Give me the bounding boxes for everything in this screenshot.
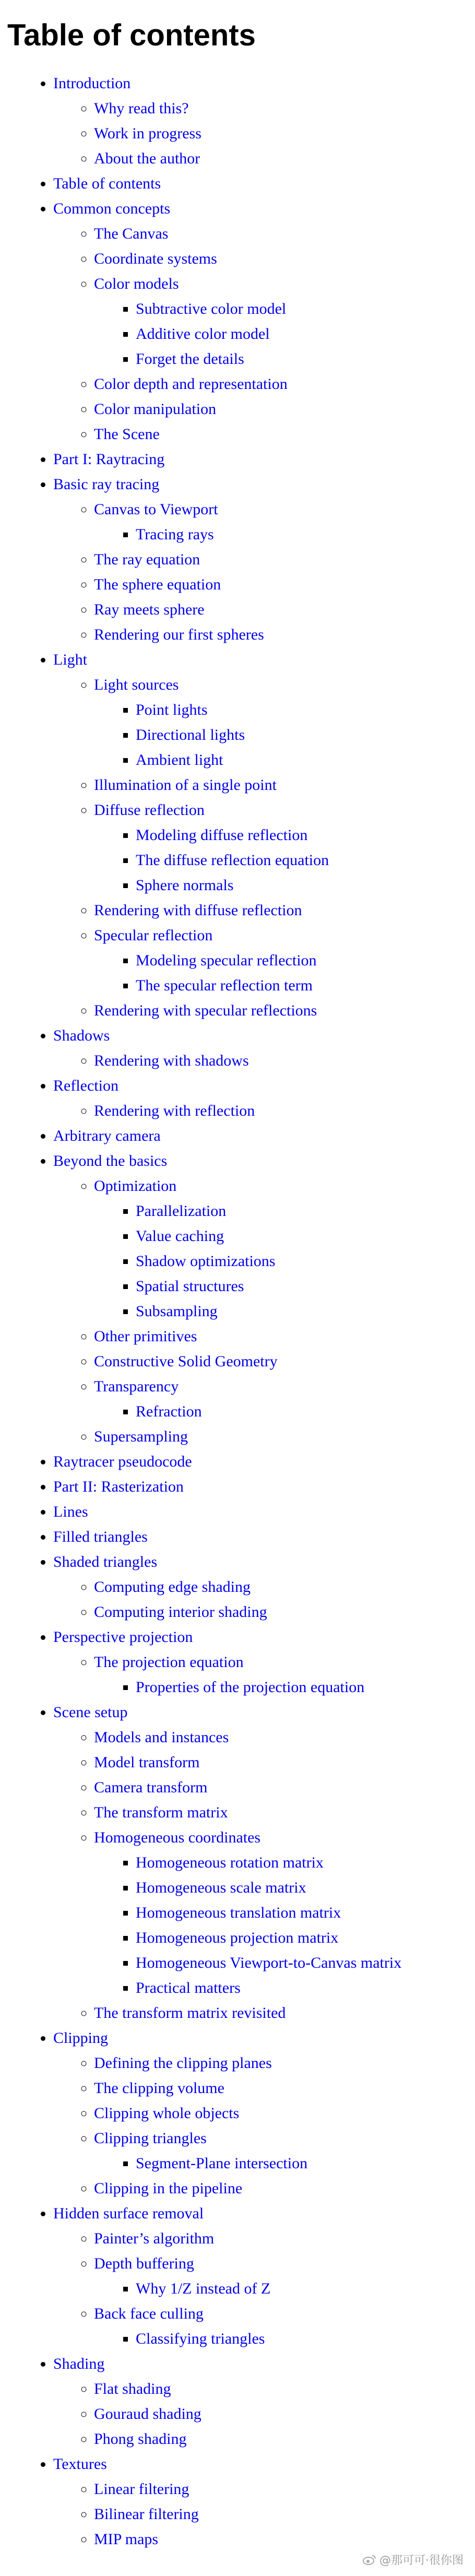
toc-sublist-level-3: [94, 1199, 475, 1324]
toc-link[interactable]: Phong shading: [94, 2430, 187, 2448]
toc-link[interactable]: The transform matrix revisited: [94, 2004, 286, 2022]
toc-link[interactable]: The Canvas: [94, 225, 169, 242]
toc-link[interactable]: Subtractive color model: [136, 300, 287, 317]
toc-item-level-2: [94, 798, 475, 898]
toc-link[interactable]: Computing edge shading: [94, 1578, 251, 1596]
weibo-icon: [363, 2554, 376, 2566]
toc-item-level-2: [94, 597, 475, 622]
toc-item-level-2: [94, 497, 475, 547]
toc-list: [7, 71, 475, 2552]
toc-link[interactable]: Rendering with shadows: [94, 1052, 249, 1069]
toc-item-level-2: [94, 773, 475, 798]
toc-link[interactable]: Clipping: [53, 2029, 109, 2047]
toc-link[interactable]: Scene setup: [53, 1704, 128, 1721]
toc-item-level-2: [94, 1048, 475, 1073]
toc-link[interactable]: Homogeneous Viewport-to-Canvas matrix: [136, 1954, 402, 1971]
toc-link[interactable]: Table of contents: [53, 175, 161, 192]
toc-link[interactable]: Lines: [53, 1503, 88, 1520]
toc-item-level-2: [94, 372, 475, 397]
toc-link[interactable]: Why 1/Z instead of Z: [136, 2280, 271, 2297]
toc-link[interactable]: Directional lights: [136, 726, 245, 743]
toc-item-level-1: [53, 1625, 475, 1700]
toc-link[interactable]: Modeling diffuse reflection: [136, 826, 308, 844]
toc-link[interactable]: Shadow optimizations: [136, 1252, 276, 1270]
toc-item-level-2: [94, 1650, 475, 1700]
toc-link[interactable]: Shadows: [53, 1027, 110, 1044]
toc-item-level-2: [94, 2176, 475, 2201]
toc-item-level-3: [136, 1951, 475, 1976]
toc-item-level-2: [94, 2377, 475, 2402]
toc-item-level-2: [94, 572, 475, 597]
toc-item-level-1: [53, 1550, 475, 1625]
toc-sublist-level-3: [94, 297, 475, 372]
toc-link[interactable]: Light sources: [94, 676, 179, 693]
toc-link[interactable]: Common concepts: [53, 200, 171, 217]
toc-item-level-3: [136, 1875, 475, 1900]
toc-link[interactable]: Homogeneous translation matrix: [136, 1904, 341, 1921]
toc-sublist-level-2: [53, 96, 475, 171]
toc-item-level-3: [136, 522, 475, 547]
toc-sublist-level-2: [53, 1048, 475, 1073]
toc-item-level-2: [94, 2502, 475, 2527]
toc-item-level-1: [53, 447, 475, 472]
toc-sublist-level-2: [53, 2051, 475, 2201]
toc-item-level-2: [94, 246, 475, 271]
toc-item-level-2: [94, 1825, 475, 2001]
toc-sublist-level-2: [53, 2226, 475, 2352]
toc-item-level-1: [53, 1700, 475, 2026]
toc-link[interactable]: Rendering with reflection: [94, 1102, 255, 1119]
toc-item-level-2: [94, 622, 475, 647]
toc-item-level-3: [136, 948, 475, 973]
toc-item-level-2: [94, 547, 475, 572]
toc-item-level-2: [94, 2427, 475, 2452]
toc-item-level-3: [136, 723, 475, 748]
toc-item-level-3: [136, 347, 475, 372]
toc-link[interactable]: Forget the details: [136, 350, 244, 368]
toc-link[interactable]: Work in progress: [94, 125, 201, 142]
toc-link[interactable]: Tracing rays: [136, 526, 214, 543]
toc-item-level-2: [94, 1174, 475, 1324]
toc-link[interactable]: Color depth and representation: [94, 375, 288, 393]
watermark: [363, 2551, 464, 2568]
toc-item-level-3: [136, 1199, 475, 1224]
toc-item-level-2: [94, 1098, 475, 1124]
toc-item-level-2: [94, 1600, 475, 1625]
toc-link[interactable]: Defining the clipping planes: [94, 2054, 272, 2072]
toc-link[interactable]: Point lights: [136, 701, 208, 718]
toc-item-level-3: [136, 297, 475, 322]
toc-sublist-level-3: [94, 1399, 475, 1424]
toc-link[interactable]: Beyond the basics: [53, 1152, 168, 1169]
toc-sublist-level-3: [94, 2326, 475, 2352]
toc-link[interactable]: Shaded triangles: [53, 1553, 158, 1570]
toc-item-level-2: [94, 1324, 475, 1349]
toc-item-level-3: [136, 748, 475, 773]
toc-item-level-1: [53, 1499, 475, 1525]
toc-link[interactable]: Computing interior shading: [94, 1603, 267, 1621]
toc-link[interactable]: Segment-Plane intersection: [136, 2155, 308, 2172]
toc-item-level-3: [136, 1399, 475, 1424]
toc-link[interactable]: Camera transform: [94, 1779, 208, 1796]
toc-item-level-1: [53, 2026, 475, 2201]
toc-link[interactable]: About the author: [94, 150, 200, 167]
toc-item-level-1: [53, 71, 475, 171]
toc-link[interactable]: Filled triangles: [53, 1528, 148, 1545]
toc-link[interactable]: Other primitives: [94, 1328, 197, 1345]
toc-link[interactable]: Diffuse reflection: [94, 801, 205, 819]
toc-item-level-1: [53, 1449, 475, 1474]
toc-item-level-2: [94, 422, 475, 447]
toc-item-level-3: [136, 1249, 475, 1274]
toc-link[interactable]: Optimization: [94, 1177, 177, 1195]
toc-sublist-level-3: [94, 2276, 475, 2301]
toc-link[interactable]: Rendering with specular reflections: [94, 1002, 317, 1019]
toc-item-level-2: [94, 2001, 475, 2026]
toc-link[interactable]: Color manipulation: [94, 400, 217, 418]
toc-item-level-2: [94, 1800, 475, 1825]
toc-item-level-2: [94, 1575, 475, 1600]
toc-item-level-2: [94, 1750, 475, 1775]
watermark-text: @那可可·很你图: [379, 2554, 464, 2567]
toc-link[interactable]: The specular reflection term: [136, 977, 313, 994]
toc-item-level-3: [136, 873, 475, 898]
toc-link[interactable]: Back face culling: [94, 2305, 204, 2322]
toc-item-level-1: [53, 1023, 475, 1073]
toc-sublist-level-2: [53, 1098, 475, 1124]
toc-link[interactable]: Homogeneous rotation matrix: [136, 1854, 324, 1871]
toc-link[interactable]: Coordinate systems: [94, 250, 217, 267]
toc-link[interactable]: Arbitrary camera: [53, 1127, 161, 1144]
toc-link[interactable]: Parallelization: [136, 1202, 227, 1220]
toc-link[interactable]: The ray equation: [94, 551, 200, 568]
toc-item-level-2: [94, 1424, 475, 1449]
toc-sublist-level-3: [94, 1675, 475, 1700]
toc-sublist-level-3: [94, 2151, 475, 2176]
toc-link[interactable]: Refraction: [136, 1403, 202, 1420]
toc-link[interactable]: Part I: Raytracing: [53, 451, 165, 468]
toc-link[interactable]: Painter’s algorithm: [94, 2230, 215, 2247]
toc-link[interactable]: Modeling specular reflection: [136, 952, 317, 969]
toc-link[interactable]: Clipping whole objects: [94, 2105, 240, 2122]
toc-item-level-3: [136, 1976, 475, 2001]
toc-sublist-level-2: [53, 1725, 475, 2026]
toc-sublist-level-3: [94, 698, 475, 773]
toc-item-level-2: [94, 672, 475, 773]
toc-link[interactable]: Introduction: [53, 75, 131, 92]
toc-item-level-2: [94, 221, 475, 246]
toc-item-level-3: [136, 2151, 475, 2176]
toc-link[interactable]: Supersampling: [94, 1428, 188, 1445]
toc-sublist-level-2: [53, 2477, 475, 2552]
toc-item-level-2: [94, 2527, 475, 2552]
toc-link[interactable]: Subsampling: [136, 1303, 218, 1320]
toc-link[interactable]: Ray meets sphere: [94, 601, 205, 618]
toc-link[interactable]: Models and instances: [94, 1729, 229, 1746]
toc-link[interactable]: Color models: [94, 275, 179, 292]
toc-item-level-1: [53, 1149, 475, 1449]
toc-item-level-1: [53, 171, 475, 196]
toc-sublist-level-3: [94, 1850, 475, 2001]
toc-link[interactable]: Homogeneous scale matrix: [136, 1879, 306, 1896]
toc-link[interactable]: The transform matrix: [94, 1804, 228, 1821]
toc-link[interactable]: Illumination of a single point: [94, 776, 277, 794]
toc-sublist-level-2: [53, 2377, 475, 2452]
toc-link[interactable]: Model transform: [94, 1754, 200, 1771]
toc-item-level-2: [94, 2402, 475, 2427]
toc-link[interactable]: Transparency: [94, 1378, 179, 1395]
toc-link[interactable]: MIP maps: [94, 2531, 159, 2548]
toc-sublist-level-2: [53, 672, 475, 1023]
toc-item-level-2: [94, 2051, 475, 2076]
toc-link[interactable]: The diffuse reflection equation: [136, 852, 329, 869]
toc-link[interactable]: Linear filtering: [94, 2480, 189, 2498]
toc-link[interactable]: Rendering with diffuse reflection: [94, 902, 302, 919]
toc-link[interactable]: Bilinear filtering: [94, 2506, 199, 2523]
toc-link[interactable]: Perspective projection: [53, 1628, 193, 1646]
toc-link[interactable]: Classifying triangles: [136, 2330, 265, 2347]
toc-link[interactable]: Ambient light: [136, 751, 223, 769]
toc-item-level-1: [53, 1073, 475, 1124]
toc-link[interactable]: Spatial structures: [136, 1278, 244, 1295]
toc-item-level-1: [53, 2452, 475, 2552]
toc-link[interactable]: Properties of the projection equation: [136, 1679, 365, 1696]
toc-link[interactable]: The sphere equation: [94, 576, 221, 593]
toc-item-level-1: [53, 647, 475, 1023]
toc-sublist-level-2: [53, 221, 475, 447]
toc-item-level-2: [94, 271, 475, 372]
toc-item-level-2: [94, 998, 475, 1023]
toc-item-level-2: [94, 1349, 475, 1374]
toc-sublist-level-2: [53, 497, 475, 647]
toc-item-level-3: [136, 1900, 475, 1925]
toc-item-level-3: [136, 973, 475, 998]
toc-link[interactable]: Canvas to Viewport: [94, 501, 218, 518]
toc-link[interactable]: Value caching: [136, 1227, 224, 1245]
toc-link[interactable]: Shading: [53, 2355, 105, 2372]
toc-item-level-2: [94, 2477, 475, 2502]
toc-item-level-1: [53, 472, 475, 647]
toc-sublist-level-3: [94, 948, 475, 998]
toc-item-level-2: [94, 1725, 475, 1750]
toc-link[interactable]: Specular reflection: [94, 927, 213, 944]
toc-item-level-3: [136, 322, 475, 347]
toc-link[interactable]: Constructive Solid Geometry: [94, 1353, 278, 1370]
toc-item-level-2: [94, 2101, 475, 2126]
toc-item-level-2: [94, 2126, 475, 2176]
toc-link[interactable]: Depth buffering: [94, 2255, 194, 2272]
toc-item-level-3: [136, 1274, 475, 1299]
toc-item-level-2: [94, 121, 475, 146]
toc-link[interactable]: Homogeneous coordinates: [94, 1829, 261, 1846]
toc-link[interactable]: Homogeneous projection matrix: [136, 1929, 339, 1946]
toc-item-level-2: [94, 1775, 475, 1800]
toc-link[interactable]: Rendering our first spheres: [94, 626, 264, 643]
toc-link[interactable]: Raytracer pseudocode: [53, 1453, 192, 1470]
toc-item-level-3: [136, 1224, 475, 1249]
toc-item-level-2: [94, 1374, 475, 1424]
toc-link[interactable]: Gouraud shading: [94, 2405, 201, 2423]
toc-link[interactable]: Why read this?: [94, 100, 189, 117]
toc-item-level-1: [53, 2201, 475, 2352]
toc-sublist-level-3: [94, 823, 475, 898]
toc-item-level-1: [53, 2352, 475, 2452]
toc-link[interactable]: Additive color model: [136, 325, 270, 342]
page-title: Table of contents: [7, 18, 256, 52]
toc-item-level-2: [94, 397, 475, 422]
toc-item-level-3: [136, 1850, 475, 1875]
toc-item-level-2: [94, 2301, 475, 2352]
toc-item-level-3: [136, 2326, 475, 2352]
toc-link[interactable]: Sphere normals: [136, 877, 234, 894]
toc-item-level-2: [94, 2076, 475, 2101]
toc-sublist-level-2: [53, 1174, 475, 1449]
toc-item-level-1: [53, 1474, 475, 1499]
toc-link[interactable]: The projection equation: [94, 1653, 244, 1671]
toc-link[interactable]: Basic ray tracing: [53, 476, 160, 493]
toc-link[interactable]: Part II: Rasterization: [53, 1478, 184, 1495]
toc-item-level-3: [136, 848, 475, 873]
toc-sublist-level-2: [53, 1575, 475, 1625]
toc-item-level-3: [136, 698, 475, 723]
toc-link[interactable]: Clipping in the pipeline: [94, 2180, 243, 2197]
toc-sublist-level-3: [94, 522, 475, 547]
toc-link[interactable]: Flat shading: [94, 2380, 171, 2397]
toc-item-level-2: [94, 146, 475, 171]
toc-link[interactable]: Hidden surface removal: [53, 2205, 204, 2222]
toc-link[interactable]: The clipping volume: [94, 2079, 224, 2097]
toc-item-level-3: [136, 1925, 475, 1951]
toc-link[interactable]: Light: [53, 651, 87, 668]
toc-item-level-2: [94, 923, 475, 998]
toc-link[interactable]: Reflection: [53, 1077, 118, 1094]
toc-link[interactable]: Clipping triangles: [94, 2130, 207, 2147]
toc-link[interactable]: The Scene: [94, 426, 160, 443]
toc-item-level-1: [53, 196, 475, 447]
toc-sublist-level-2: [53, 1650, 475, 1700]
toc-item-level-3: [136, 1299, 475, 1324]
toc-link[interactable]: Textures: [53, 2455, 107, 2473]
toc-item-level-3: [136, 823, 475, 848]
toc-item-level-2: [94, 2226, 475, 2251]
toc-item-level-2: [94, 2251, 475, 2301]
toc-item-level-3: [136, 1675, 475, 1700]
toc-item-level-1: [53, 1525, 475, 1550]
toc-item-level-2: [94, 898, 475, 923]
toc-link[interactable]: Practical matters: [136, 1979, 241, 1996]
table-of-contents: [7, 71, 475, 2552]
toc-item-level-2: [94, 96, 475, 121]
toc-item-level-1: [53, 1124, 475, 1149]
toc-item-level-3: [136, 2276, 475, 2301]
